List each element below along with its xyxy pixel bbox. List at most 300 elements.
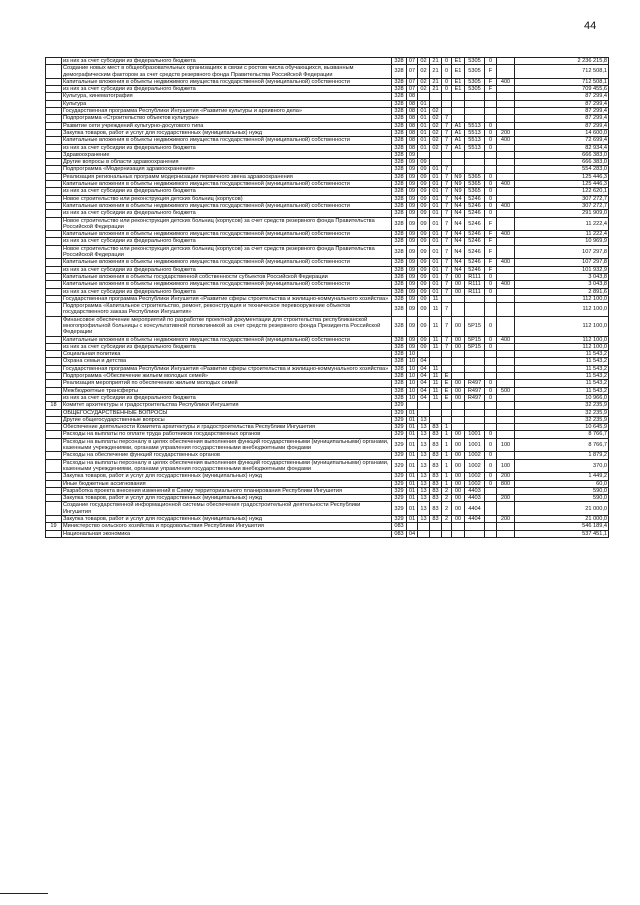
expense-type-code [497, 343, 515, 350]
table-row [46, 65, 609, 79]
direction-code: E1 [452, 65, 465, 79]
expense-code: 5P15 [465, 316, 485, 336]
section-number [46, 394, 62, 401]
expense-type-code [497, 188, 515, 195]
row-name: Капитальные вложения в объекты недвижимого имущества государственной (муниципальной) собственности [62, 259, 392, 266]
gov-code: 328 [392, 358, 407, 365]
table-row [46, 137, 609, 144]
section-number: 18 [46, 402, 62, 409]
section-code: 08 [407, 137, 418, 144]
table-row [46, 431, 609, 438]
section-code: 07 [407, 58, 418, 65]
subsection-code: 09 [418, 343, 430, 350]
expense-code: 1001 [465, 431, 485, 438]
subsection-code: 01 [418, 137, 430, 144]
table-row [46, 316, 609, 336]
subprogram-code: 1 [442, 473, 452, 480]
subsection-code: 13 [418, 416, 430, 423]
subsection-code: 13 [418, 516, 430, 523]
subsection-code: 01 [418, 144, 430, 151]
subsection-code: 01 [418, 108, 430, 115]
table-row [46, 181, 609, 188]
gov-code: 328 [392, 387, 407, 394]
suffix-code: 0 [485, 281, 497, 288]
suffix-code: 0 [485, 431, 497, 438]
expense-type-code [497, 402, 515, 409]
expense-type-code [497, 416, 515, 423]
section-code: 10 [407, 365, 418, 372]
subsection-code: 09 [418, 159, 430, 166]
section-code: 09 [407, 231, 418, 238]
amount: 2 891,6 [515, 288, 609, 295]
amount: 709 455,6 [515, 86, 609, 93]
expense-type-code [497, 365, 515, 372]
section-number [46, 303, 62, 317]
program-code [430, 93, 442, 100]
subprogram-code [442, 351, 452, 358]
gov-code: 328 [392, 122, 407, 129]
direction-code: A1 [452, 129, 465, 136]
direction-code: A1 [452, 122, 465, 129]
section-number [46, 288, 62, 295]
table-row [46, 202, 609, 209]
expense-type-code [497, 58, 515, 65]
gov-code: 328 [392, 343, 407, 350]
section-number [46, 266, 62, 273]
section-number [46, 137, 62, 144]
subprogram-code: 7 [442, 144, 452, 151]
row-name: из них за счет субсидии из федерального бюджета [62, 188, 392, 195]
subsection-code: 13 [418, 438, 430, 452]
direction-code [452, 424, 465, 431]
expense-type-code [497, 86, 515, 93]
expense-code: R497 [465, 380, 485, 387]
section-code: 07 [407, 78, 418, 85]
gov-code: 328 [392, 181, 407, 188]
suffix-code [485, 166, 497, 173]
table-row [46, 266, 609, 273]
subsection-code: 13 [418, 431, 430, 438]
subprogram-code: 7 [442, 122, 452, 129]
gov-code: 328 [392, 238, 407, 245]
subprogram-code: 7 [442, 129, 452, 136]
section-code: 01 [407, 502, 418, 516]
suffix-code: 0 [485, 452, 497, 459]
suffix-code: 0 [485, 288, 497, 295]
footer-rule [0, 893, 48, 894]
gov-code: 328 [392, 129, 407, 136]
section-number [46, 365, 62, 372]
expense-code: 5246 [465, 217, 485, 231]
amount: 112 100,0 [515, 295, 609, 302]
section-code: 01 [407, 431, 418, 438]
expense-code [465, 409, 485, 416]
program-code: 83 [430, 480, 442, 487]
suffix-code [485, 151, 497, 158]
subsection-code: 01 [418, 100, 430, 107]
subsection-code: 01 [418, 115, 430, 122]
subprogram-code: 2 [442, 502, 452, 516]
suffix-code: F [485, 86, 497, 93]
program-code: 83 [430, 452, 442, 459]
row-name: Государственная программа Республики Ингушетия «Развитие культуры и архивного дела» [62, 108, 392, 115]
suffix-code [485, 351, 497, 358]
expense-type-code: 100 [497, 459, 515, 473]
row-name: Государственная программа Республики Ингушетия «Развитие сферы строительства и жилищно-коммунального хозяйства» [62, 365, 392, 372]
expense-type-code [497, 93, 515, 100]
subsection-code: 02 [418, 65, 430, 79]
section-code [407, 523, 418, 530]
expense-code [465, 530, 485, 537]
suffix-code [485, 100, 497, 107]
amount: 101 932,9 [515, 266, 609, 273]
program-code: 21 [430, 78, 442, 85]
section-number [46, 295, 62, 302]
section-code: 01 [407, 416, 418, 423]
subsection-code [418, 530, 430, 537]
gov-code: 328 [392, 78, 407, 85]
table-row [46, 459, 609, 473]
gov-code: 328 [392, 288, 407, 295]
section-code: 09 [407, 159, 418, 166]
suffix-code [485, 516, 497, 523]
row-name: из них за счет субсидии из федерального бюджета [62, 86, 392, 93]
program-code: 02 [430, 137, 442, 144]
subprogram-code: 2 [442, 516, 452, 523]
section-number [46, 129, 62, 136]
expense-code: 4403 [465, 495, 485, 502]
suffix-code: 0 [485, 316, 497, 336]
program-code: 02 [430, 129, 442, 136]
expense-type-code [497, 295, 515, 302]
expense-code: 4404 [465, 502, 485, 516]
table-row [46, 273, 609, 280]
gov-code: 328 [392, 188, 407, 195]
amount: 72 699,4 [515, 137, 609, 144]
suffix-code [485, 365, 497, 372]
subsection-code: 01 [418, 129, 430, 136]
subprogram-code: 0 [442, 78, 452, 85]
amount: 11 222,4 [515, 217, 609, 231]
section-code: 07 [407, 65, 418, 79]
subsection-code: 09 [418, 238, 430, 245]
expense-type-code [497, 373, 515, 380]
expense-code [465, 523, 485, 530]
row-name: из них за счет субсидии из федерального бюджета [62, 238, 392, 245]
program-code: 11 [430, 303, 442, 317]
subprogram-code: 7 [442, 188, 452, 195]
table-row [46, 387, 609, 394]
direction-code: 00 [452, 316, 465, 336]
direction-code: N4 [452, 202, 465, 209]
subsection-code: 13 [418, 459, 430, 473]
gov-code: 328 [392, 202, 407, 209]
amount: 1 879,2 [515, 452, 609, 459]
expense-code: 5246 [465, 238, 485, 245]
program-code: 11 [430, 343, 442, 350]
subprogram-code: 2 [442, 495, 452, 502]
subprogram-code: 7 [442, 115, 452, 122]
expense-code [465, 151, 485, 158]
table-row [46, 516, 609, 523]
program-code [430, 100, 442, 107]
direction-code: 00 [452, 487, 465, 494]
subsection-code: 09 [418, 303, 430, 317]
program-code: 21 [430, 58, 442, 65]
section-code: 08 [407, 108, 418, 115]
amount: 590,0 [515, 495, 609, 502]
section-number [46, 181, 62, 188]
direction-code [452, 108, 465, 115]
table-row [46, 487, 609, 494]
table-row [46, 166, 609, 173]
gov-code: 328 [392, 137, 407, 144]
expense-type-code [497, 452, 515, 459]
expense-type-code: 400 [497, 202, 515, 209]
gov-code: 329 [392, 459, 407, 473]
amount: 87 299,4 [515, 115, 609, 122]
direction-code: N4 [452, 245, 465, 259]
subsection-code [418, 409, 430, 416]
gov-code: 328 [392, 115, 407, 122]
row-name: Национальная экономика [62, 530, 392, 537]
subsection-code: 13 [418, 473, 430, 480]
gov-code: 329 [392, 431, 407, 438]
table-row [46, 380, 609, 387]
subsection-code: 13 [418, 480, 430, 487]
row-name: Закупка товаров, работ и услуг для государственных (муниципальных) нужд [62, 516, 392, 523]
subprogram-code: 7 [442, 336, 452, 343]
direction-code: N4 [452, 195, 465, 202]
table-row [46, 409, 609, 416]
amount: 125 446,3 [515, 173, 609, 180]
program-code [430, 351, 442, 358]
table-row [46, 245, 609, 259]
program-code: 83 [430, 424, 442, 431]
section-code: 01 [407, 495, 418, 502]
amount: 107 297,8 [515, 245, 609, 259]
suffix-code: 0 [485, 129, 497, 136]
subsection-code: 09 [418, 195, 430, 202]
amount: 590,0 [515, 487, 609, 494]
expense-code [465, 100, 485, 107]
section-code: 09 [407, 343, 418, 350]
row-name: Комитет архитектуры и градостроительства Республики Ингушетия [62, 402, 392, 409]
suffix-code: 0 [485, 273, 497, 280]
direction-code: E1 [452, 78, 465, 85]
direction-code [452, 303, 465, 317]
gov-code: 328 [392, 316, 407, 336]
section-code: 09 [407, 316, 418, 336]
section-code: 09 [407, 210, 418, 217]
program-code: 02 [430, 108, 442, 115]
direction-code: 00 [452, 336, 465, 343]
expense-code: 5513 [465, 129, 485, 136]
section-number [46, 380, 62, 387]
amount: 32 235,9 [515, 409, 609, 416]
expense-type-code [497, 166, 515, 173]
row-name: Капитальные вложения в объекты государственной собственности субъектов Российской Федерации [62, 273, 392, 280]
expense-type-code [497, 108, 515, 115]
direction-code: E1 [452, 86, 465, 93]
table-row [46, 452, 609, 459]
subsection-code: 09 [418, 166, 430, 173]
row-name: Расходы на выплаты персоналу в целях обеспечения выполнения функций государственными (муниципальными) органами, казенными учреждениями, органами управления государственными внебюджетными фондами [62, 459, 392, 473]
table-row [46, 473, 609, 480]
section-number [46, 480, 62, 487]
section-number [46, 452, 62, 459]
section-number [46, 281, 62, 288]
subsection-code: 09 [418, 288, 430, 295]
subprogram-code: 7 [442, 173, 452, 180]
suffix-code [485, 523, 497, 530]
section-code: 09 [407, 188, 418, 195]
expense-type-code [497, 173, 515, 180]
table-row [46, 424, 609, 431]
program-code [430, 530, 442, 537]
suffix-code [485, 495, 497, 502]
suffix-code: F [485, 259, 497, 266]
expense-type-code [497, 487, 515, 494]
expense-code [465, 402, 485, 409]
program-code: 02 [430, 144, 442, 151]
gov-code: 328 [392, 295, 407, 302]
expense-type-code: 800 [497, 480, 515, 487]
suffix-code: 0 [485, 438, 497, 452]
expense-type-code [497, 266, 515, 273]
expense-type-code [497, 115, 515, 122]
subsection-code: 09 [418, 210, 430, 217]
expense-type-code: 400 [497, 336, 515, 343]
program-code: 11 [430, 373, 442, 380]
row-name: Культура, кинематография [62, 93, 392, 100]
suffix-code: 0 [485, 173, 497, 180]
expense-code [465, 166, 485, 173]
section-number [46, 336, 62, 343]
direction-code: A1 [452, 144, 465, 151]
program-code: 01 [430, 273, 442, 280]
subsection-code: 09 [418, 245, 430, 259]
section-number [46, 100, 62, 107]
gov-code: 329 [392, 416, 407, 423]
row-name: Разработка проекта внесения изменений в Схему территориального планирования Республики Ингушетия [62, 487, 392, 494]
gov-code: 329 [392, 480, 407, 487]
table-row [46, 416, 609, 423]
amount: 112 100,0 [515, 303, 609, 317]
amount: 14 600,0 [515, 129, 609, 136]
gov-code: 328 [392, 65, 407, 79]
section-number [46, 151, 62, 158]
table-row [46, 173, 609, 180]
program-code: 83 [430, 516, 442, 523]
section-code: 09 [407, 303, 418, 317]
subsection-code [418, 402, 430, 409]
subprogram-code [442, 530, 452, 537]
amount: 11 543,2 [515, 365, 609, 372]
amount: 546 189,4 [515, 523, 609, 530]
subprogram-code: 7 [442, 316, 452, 336]
section-number [46, 502, 62, 516]
expense-code: 5246 [465, 259, 485, 266]
subprogram-code: 7 [442, 273, 452, 280]
gov-code: 329 [392, 409, 407, 416]
section-number [46, 78, 62, 85]
program-code: 83 [430, 459, 442, 473]
section-code: 07 [407, 86, 418, 93]
section-code: 08 [407, 100, 418, 107]
amount: 112 100,0 [515, 336, 609, 343]
section-code: 08 [407, 144, 418, 151]
section-number [46, 387, 62, 394]
subsection-code: 04 [418, 387, 430, 394]
expense-type-code [497, 502, 515, 516]
table-row [46, 93, 609, 100]
gov-code: 329 [392, 473, 407, 480]
subsection-code: 09 [418, 217, 430, 231]
subsection-code: 09 [418, 273, 430, 280]
gov-code: 328 [392, 93, 407, 100]
gov-code: 328 [392, 266, 407, 273]
section-code: 08 [407, 122, 418, 129]
table-row [46, 129, 609, 136]
table-row [46, 210, 609, 217]
subprogram-code: E [442, 373, 452, 380]
expense-code: 5305 [465, 58, 485, 65]
direction-code: 00 [452, 438, 465, 452]
direction-code: N4 [452, 231, 465, 238]
direction-code: 00 [452, 459, 465, 473]
row-name: Новое строительство или реконструкция детских больниц (корпусов) за счет средств резервного фонда Правительства Российской Федерации [62, 245, 392, 259]
expense-code: 5246 [465, 245, 485, 259]
gov-code: 328 [392, 281, 407, 288]
subsection-code: 04 [418, 373, 430, 380]
suffix-code [485, 108, 497, 115]
amount: 10 969,9 [515, 238, 609, 245]
expense-code: 5513 [465, 137, 485, 144]
gov-code: 328 [392, 159, 407, 166]
subprogram-code [442, 523, 452, 530]
gov-code: 329 [392, 452, 407, 459]
gov-code: 328 [392, 365, 407, 372]
amount: 11 543,2 [515, 358, 609, 365]
row-name: Реализация мероприятий по обеспечению жильем молодых семей [62, 380, 392, 387]
expense-type-code [497, 210, 515, 217]
program-code: 01 [430, 266, 442, 273]
row-name: Государственная программа Республики Ингушетия «Развитие сферы строительства и жилищно-коммунального хозяйства» [62, 295, 392, 302]
subprogram-code: 7 [442, 195, 452, 202]
subprogram-code [442, 93, 452, 100]
subprogram-code: E [442, 394, 452, 401]
row-name: Межбюджетные трансферты [62, 387, 392, 394]
table-row [46, 495, 609, 502]
program-code [430, 409, 442, 416]
program-code: 11 [430, 336, 442, 343]
expense-type-code [497, 351, 515, 358]
expense-type-code [497, 530, 515, 537]
subprogram-code: 7 [442, 210, 452, 217]
subprogram-code [442, 365, 452, 372]
row-name: из них за счет субсидии из федерального бюджета [62, 210, 392, 217]
table-row [46, 259, 609, 266]
section-number [46, 202, 62, 209]
amount: 3 043,8 [515, 281, 609, 288]
section-number [46, 108, 62, 115]
subprogram-code: 7 [442, 245, 452, 259]
gov-code: 329 [392, 516, 407, 523]
table-row [46, 58, 609, 65]
expense-type-code: 200 [497, 473, 515, 480]
amount: 3 043,8 [515, 273, 609, 280]
